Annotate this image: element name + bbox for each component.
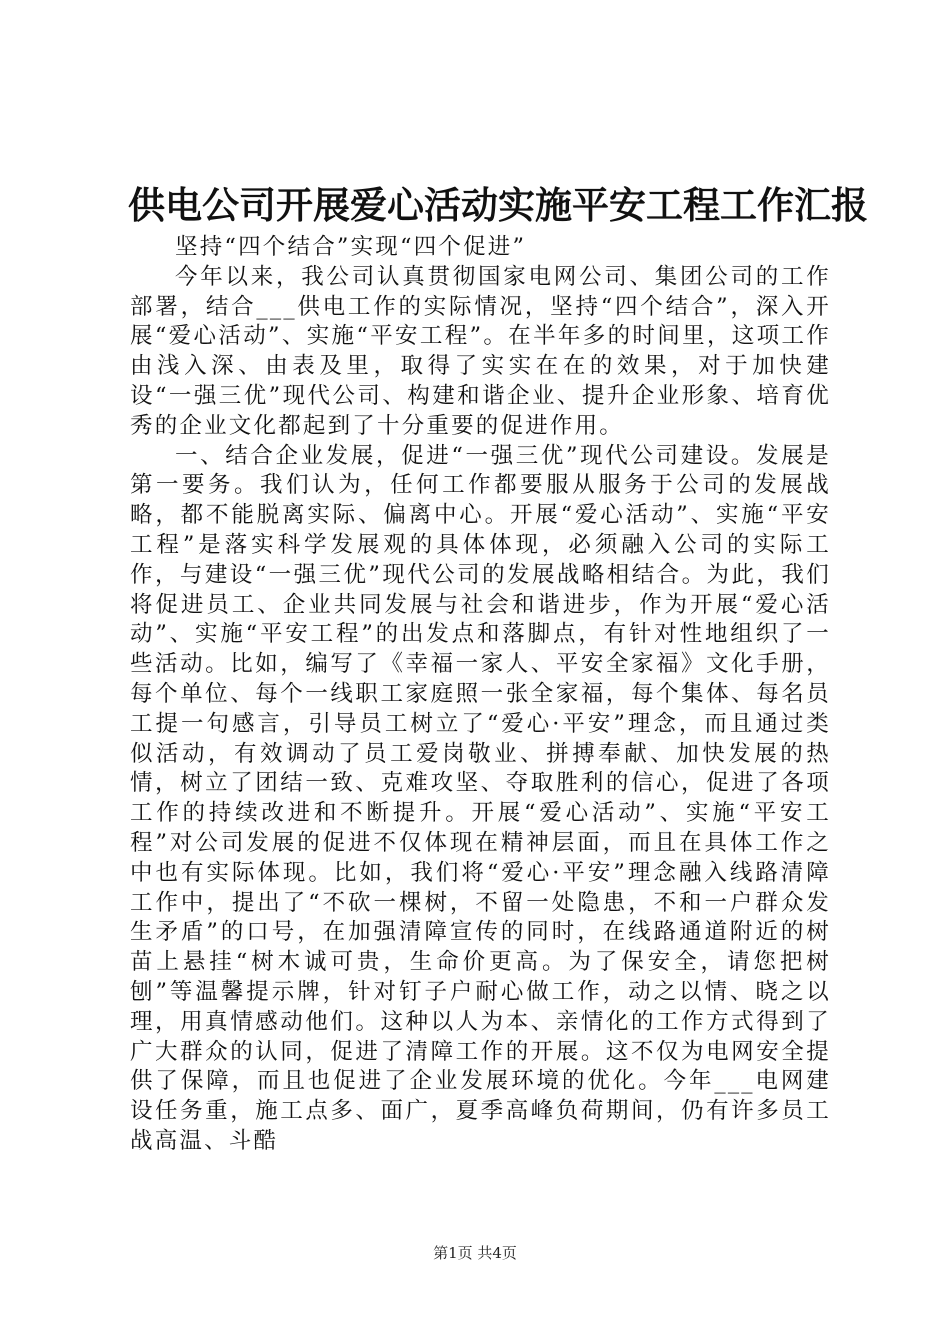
- subtitle-paragraph: 坚持“四个结合”实现“四个促进”: [175, 234, 527, 260]
- intro-paragraph: 今年以来，我公司认真贯彻国家电网公司、集团公司的工作部署，结合___供电工作的实际情况，坚持“四个结合”，深入开展“爱心活动”、实施“平安工程”。在半年多的时间里，这项工作由浅入深、由表及里，取得了实实在在的效果，对于加快建设“一强三优”现代公司、构建和谐企业、提升企业形象、培育优秀的企业文化都起到了十分重要的促进作用。: [130, 263, 831, 439]
- page-footer: 第1页 共4页: [433, 1244, 517, 1262]
- document-body: [130, 233, 831, 1157]
- document-title: 供电公司开展爱心活动实施平安工程工作汇报: [128, 183, 868, 227]
- section-one-paragraph: 一、结合企业发展，促进“一强三优”现代公司建设。发展是第一要务。我们认为，任何工作都要服从服务于公司的发展战略，都不能脱离实际、偏离中心。开展“爱心活动”、实施“平安工程”是落实科学发展观的具体体现，必须融入公司的实际工作，与建设“一强三优”现代公司的发展战略相结合。为此，我们将促进员工、企业共同发展与社会和谐进步，作为开展“爱心活动”、实施“平安工程”的出发点和落脚点，有针对性地组织了一些活动。比如，编写了《幸福一家人、平安全家福》文化手册，每个单位、每个一线职工家庭照一张全家福，每个集体、每名员工提一句感言，引导员工树立了“爱心·平安”理念，而且通过类似活动，有效调动了员工爱岗敬业、拼搏奉献、加快发展的热情，树立了团结一致、克难攻坚、夺取胜利的信心，促进了各项工作的持续改进和不断提升。开展“爱心活动”、实施“平安工程”对公司发展的促进不仅体现在精神层面，而且在具体工作之中也有实际体现。比如，我们将“爱心·平安”理念融入线路清障工作中，提出了“不砍一棵树，不留一处隐患，不和一户群众发生矛盾”的口号，在加强清障宣传的同时，在线路通道附近的树苗上悬挂“树木诚可贵，生命价更高。为了保安全，请您把树刨”等温馨提示牌，针对钉子户耐心做工作，动之以情、晓之以理，用真情感动他们。这种以人为本、亲情化的工作方式得到了广大群众的认同，促进了清障工作的开展。这不仅为电网安全提供了保障，而且也促进了企业发展环境的优化。今年___电网建设任务重，施工点多、面广，夏季高峰负荷期间，仍有许多员工战高温、斗酷: [130, 442, 831, 1154]
